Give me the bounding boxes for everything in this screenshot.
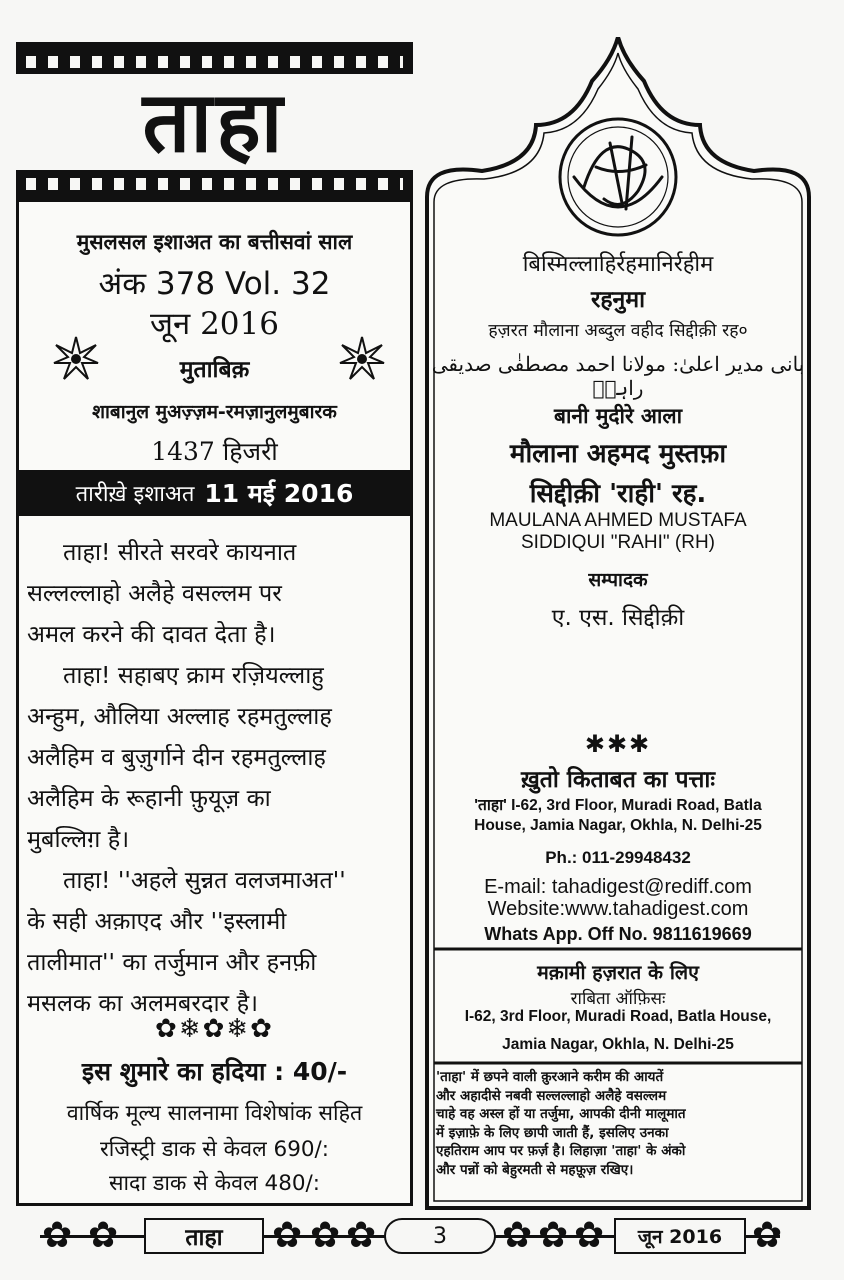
founder-heading: बानी मुदीरे आला [553,404,683,428]
founder-name-english-line1: MAULANA AHMED MUSTAFA [489,510,747,531]
online-contacts [424,876,812,920]
text-line: मुबल्लिग़ है। [27,825,130,853]
notice-line: और पन्नों को बेहुरमती से महफ़ूज़ रखिए। [436,1161,634,1178]
bismillah-text: बिस्मिल्लाहिर्रहमानिर्रहीम [522,252,714,277]
founder-name-english [424,510,812,554]
publication-date-label: तारीख़े इशाअत [75,482,195,507]
publication-year-line: मुसलसल इशाअत का बत्तीसवां साल [76,230,353,254]
flower-icon: ✿ [272,1215,303,1256]
annual-price-heading: वार्षिक मूल्य सालनामा विशेषांक सहित [66,1101,363,1126]
flower-icon: ✿ [310,1215,341,1256]
flower-icon: ✿ [346,1215,377,1256]
correspondence-heading: ख़ुतो किताबत का पत्ताः [520,767,715,793]
text-line: के सही अक़ाएद और ''इस्लामी [27,907,287,935]
address-line: 'ताहा' I-62, 3rd Floor, Muradi Road, Batla [474,797,762,814]
guide-name: हज़रत मौलाना अब्दुल वहीद सिद्दीक़ी रह० [488,321,748,341]
text-line: अलैहिम व बुज़ुर्गाने दीन रहमतुल्लाह [27,743,326,771]
respect-notice [436,1068,800,1179]
magazine-title: ताहा [142,73,287,171]
notice-line: और अहादीसे नबवी सल्लल्लाहो अलैहे वसल्लम [436,1087,667,1104]
page-footer [40,1212,800,1262]
issue-info-panel [16,202,413,1206]
issue-price: इस शुमारे का हदिया : 40/- [81,1057,348,1086]
founder-name-line1: मौलाना अहमद मुस्तफ़ा [509,439,727,469]
hijri-months: शाबानुल मुअज़्ज़म-रमज़ानुलमुबारक [92,401,337,423]
flower-icon: ✿ [752,1215,783,1256]
page-number: 3 [384,1218,496,1254]
issue-month: जून 2016 [150,306,279,342]
notice-line: एहतिराम आप पर फ़र्ज़ है। लिहाज़ा 'ताहा' के अंको [436,1143,686,1159]
text-line: अन्हुम, औलिया अल्लाह रहमतुल्लाह [27,702,332,730]
flower-icon: ✿ [502,1215,533,1256]
mission-paragraph [27,532,407,655]
liaison-address-line2: Jamia Nagar, Okhla, N. Delhi-25 [502,1036,734,1053]
founder-name-english-line2: SIDDIQUI "RAHI" (RH) [521,532,715,553]
founder-urdu: بانی مدیر اعلیٰ: مولانا احمد مصطفٰی صدیقی راہیؔ [431,352,805,400]
address-line: House, Jamia Nagar, Okhla, N. Delhi-25 [474,817,762,834]
mission-paragraph [27,860,407,1024]
flower-icon: ✿ [574,1215,605,1256]
liaison-address-line1: I-62, 3rd Floor, Muradi Road, Batla House, [464,1008,772,1025]
flower-icon: ✿ [538,1215,569,1256]
editor-heading: सम्पादक [588,569,648,591]
founder-name-line2: सिद्दीक़ी 'राही' रह. [529,479,707,509]
text-line: ताहा! सहाबए क्राम रज़ियल्लाहु [63,661,324,689]
guide-heading: रहनुमा [590,287,646,313]
asterism-icon: ✱✱✱ [584,730,652,758]
text-line: मसलक का अलमबरदार है। [27,989,258,1017]
website-text: Website:www.tahadigest.com [487,898,749,920]
text-line: सल्लल्लाहो अलैहे वसल्लम पर [27,579,282,607]
ordinary-post-price: सादा डाक से केवल 480/: [108,1171,321,1196]
correspondence-address [424,796,812,836]
notice-line: चाहे वह अस्ल हों या तर्जुमा, आपकी दीनी मालूमात [436,1106,686,1122]
whatsapp-number: Whats App. Off No. 9811619669 [484,924,752,944]
liaison-office-label: राबिता ऑफ़िसः [570,989,666,1009]
notice-line: में इज़ाफ़े के लिए छापी जाती हैं, इसलिए उनका [436,1124,669,1141]
registered-post-price: रजिस्ट्री डाक से केवल 690/: [99,1137,330,1162]
local-contact-heading: मक़ामी हज़रात के लिए [537,961,699,984]
issue-number: अंक 378 Vol. 32 [98,266,331,302]
footer-magazine-title: ताहा [144,1218,264,1254]
hijri-year: 1437 हिजरी [151,437,278,466]
flower-icon: ✿ [42,1215,73,1256]
text-line: तालीमात'' का तर्जुमान और हनफ़ी [27,948,317,976]
flower-icon: ✿ [88,1215,119,1256]
email-text: E-mail: tahadigest@rediff.com [484,876,752,898]
film-perforation-top [26,56,403,68]
corresponding-label: मुताबिक़ [179,357,250,383]
star-ornament-icon [339,336,385,382]
mission-statement [27,532,407,1024]
notice-line: 'ताहा' में छपने वाली क़ुरआने करीम की आयतें [436,1069,664,1085]
text-line: ताहा! सीरते सरवरे कायनात [63,538,297,566]
masthead-title-band [16,74,413,170]
footer-issue-date: जून 2016 [614,1218,746,1254]
publication-date-bar [19,470,410,516]
publication-date-value: 11 मई 2016 [204,479,354,508]
text-line: अलैहिम के रूहानी फ़ुयूज़ का [27,784,271,812]
film-perforation-bottom [26,178,403,190]
editor-name: ए. एस. सिद्दीक़ी [551,605,685,631]
mission-paragraph [27,655,407,860]
masthead [16,42,413,202]
text-line: अमल करने की दावत देता है। [27,620,276,648]
phone-number: Ph.: 011-29948432 [545,848,691,867]
text-line: ताहा! ''अहले सुन्नत वलजमाअत'' [63,866,346,894]
flower-ornament-icon: ✿❄✿❄✿ [155,1014,274,1044]
